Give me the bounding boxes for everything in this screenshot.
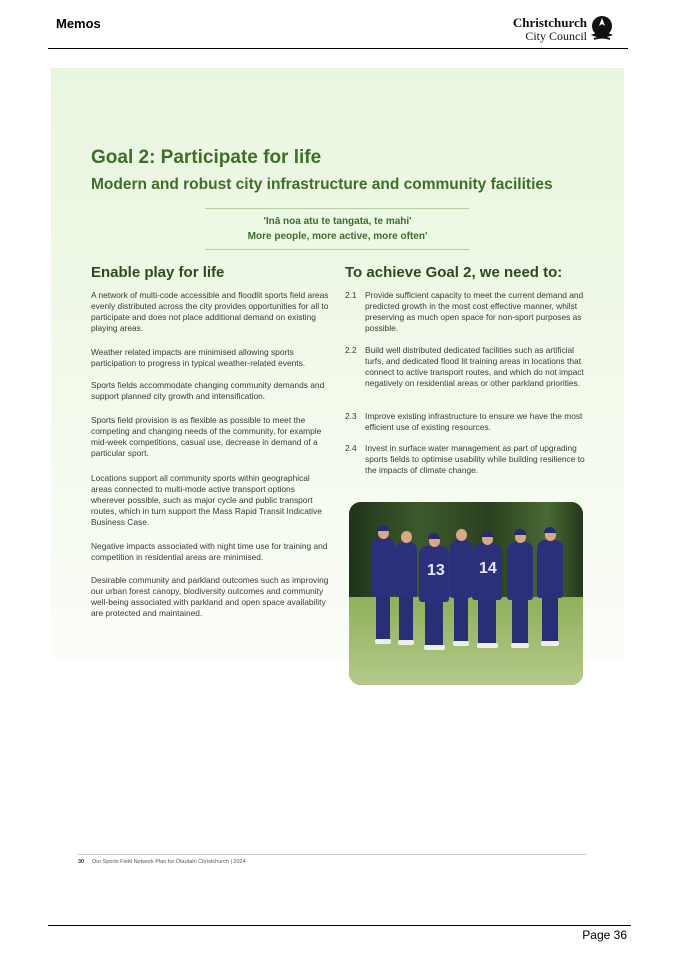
player-figure [450, 540, 472, 598]
logo-line-1: Christchurch [512, 15, 587, 30]
jersey-number: 14 [479, 560, 497, 577]
action-number: 2.4 [345, 443, 357, 453]
goal-action-item [345, 345, 590, 389]
quote-divider-bottom [205, 249, 469, 250]
goal-action-item [345, 443, 590, 476]
player-figure [395, 542, 417, 597]
logo-line-2: City Council [525, 29, 587, 43]
quote-line-2: More people, more active, more often' [247, 231, 428, 242]
council-emblem-icon [589, 15, 615, 43]
action-text: Build well distributed dedicated facilities such as artificial turfs, and dedicated flood lit training areas in locations that connect to active transport routes, and which do not impact negatively on residential areas or other parkland priorities. [365, 345, 584, 388]
left-column-heading: Enable play for life [91, 264, 225, 281]
action-text: Invest in surface water management as part of upgrading sports fields to optimise usability while building resilience to the impacts of climate change. [365, 443, 585, 475]
footer-rule [48, 925, 631, 926]
player-figure [507, 542, 533, 600]
header-rule [48, 48, 628, 49]
document-footer-text: Our Sports Field Network Plan for Ōtautahi Christchurch | 2024 [92, 859, 246, 865]
quote-divider-top [205, 208, 469, 209]
left-paragraph: Sports fields accommodate changing community demands and support planned city growth and intensification. [91, 380, 325, 401]
goal-action-item [345, 411, 590, 433]
action-text: Provide sufficient capacity to meet the current demand and predicted growth in the most cost effective manner, whilst preserving as much open space for non-sport purposes as possible. [365, 290, 584, 333]
left-paragraph: A network of multi-code accessible and floodlit sports field areas evenly distributed across the city provides opportunities for all to participate and does not place additional demand on existing playing areas. [91, 290, 329, 333]
goal-subtitle: Modern and robust city infrastructure and community facilities [91, 176, 553, 193]
memo-page-label: Page 36 [582, 928, 627, 942]
left-paragraph: Sports field provision is as flexible as possible to meet the competing and changing needs of the community, for example mid-week competitions, casual use, decrease in demand of a particular sport. [91, 415, 322, 458]
document-page-number: 30 [78, 859, 85, 865]
player-figure [537, 540, 563, 598]
quote-line-1: 'Inā noa atu te tangata, te mahi' [263, 216, 412, 227]
left-paragraph: Negative impacts associated with night time use for training and competition in residential areas are minimised. [91, 541, 328, 562]
goal-title: Goal 2: Participate for life [91, 147, 322, 168]
left-paragraph: Weather related impacts are minimised allowing sports participation to progress in typical weather-related events. [91, 347, 306, 368]
council-logo [475, 14, 615, 46]
right-column-heading: To achieve Goal 2, we need to: [345, 264, 563, 281]
document-page-panel [51, 68, 624, 658]
action-text: Improve existing infrastructure to ensure we have the most efficient use of existing resources. [365, 411, 583, 432]
left-paragraph: Desirable community and parkland outcomes such as improving our urban forest canopy, biodiversity outcomes and community well-being associated with parkland and open space availability are protected and maintained. [91, 575, 329, 618]
action-number: 2.3 [345, 411, 357, 421]
action-number: 2.2 [345, 345, 357, 355]
team-huddle-photo [349, 502, 583, 685]
jersey-number: 13 [427, 562, 445, 579]
document-footer-rule [78, 854, 586, 855]
left-paragraph: Locations support all community sports within geographical areas connected to multi-mode active transport options wherever possible, such as major cycle and public transport routes, which in turn support the Mass Rapid Transit Indicative Business Case. [91, 473, 322, 527]
goal-action-item [345, 290, 590, 334]
header-title: Memos [56, 16, 101, 31]
action-number: 2.1 [345, 290, 357, 300]
player-figure [371, 538, 395, 596]
